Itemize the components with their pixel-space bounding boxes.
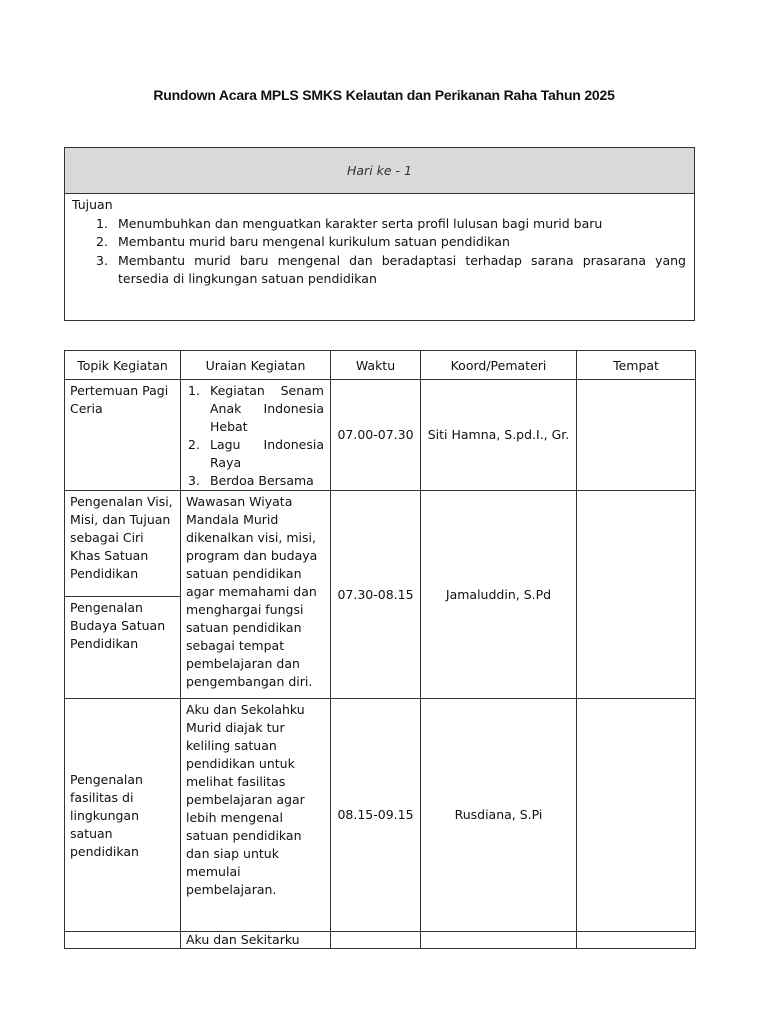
place-cell [577, 699, 696, 932]
description-cell: Aku dan Sekolahku Murid diajak tur keliling satuan pendidikan untuk melihat fasilitas pembelajaran agar lebih mengenal satuan pendidikan dan siap untuk memulai pembelajaran. [181, 699, 331, 932]
time-cell: 07.30-08.15 [331, 491, 421, 699]
goal-item: 3. Membantu murid baru mengenal dan beradaptasi terhadap sarana prasarana yang tersedia di lingkungan satuan pendidikan [96, 252, 686, 286]
coord-cell: Rusdiana, S.Pi [421, 699, 577, 932]
time-cell [331, 932, 421, 949]
goals-heading: Tujuan [72, 197, 113, 212]
goals-cell [65, 194, 695, 321]
goals-list [72, 215, 686, 289]
day-table [64, 147, 695, 321]
header-place: Tempat [577, 351, 696, 380]
place-cell [577, 491, 696, 699]
activity-item: 3. Berdoa Bersama [188, 473, 314, 488]
day-label: Hari ke - 1 [65, 148, 695, 194]
table-row [65, 699, 696, 932]
activities-list [186, 382, 324, 490]
table-row [65, 932, 696, 949]
coord-cell: Jamaluddin, S.Pd [421, 491, 577, 699]
table-header-row [65, 351, 696, 380]
activity-item: 1. Kegiatan Senam Anak Indonesia Hebat [188, 383, 324, 434]
time-cell: 08.15-09.15 [331, 699, 421, 932]
topic-cell [65, 932, 181, 949]
time-cell: 07.00-07.30 [331, 380, 421, 491]
topic-cell: Pengenalan fasilitas di lingkungan satuan pendidikan [65, 699, 181, 932]
header-description: Uraian Kegiatan [181, 351, 331, 380]
header-time: Waktu [331, 351, 421, 380]
topic-cell: Pertemuan Pagi Ceria [65, 380, 181, 491]
goal-item: 2. Membantu murid baru mengenal kurikulum satuan pendidikan [96, 234, 510, 249]
header-topic: Topik Kegiatan [65, 351, 181, 380]
description-cell: Aku dan Sekitarku [181, 932, 331, 949]
activity-item: 2. Lagu Indonesia Raya [188, 437, 324, 470]
goal-item: 1. Menumbuhkan dan menguatkan karakter serta profil lulusan bagi murid baru [96, 215, 603, 231]
topic-cell: Pengenalan Visi, Misi, dan Tujuan sebagai Ciri Khas Satuan Pendidikan [65, 491, 181, 597]
table-row [65, 380, 696, 491]
activities-cell [181, 380, 331, 491]
place-cell [577, 380, 696, 491]
place-cell [577, 932, 696, 949]
description-cell: Wawasan Wiyata Mandala Murid dikenalkan visi, misi, program dan budaya satuan pendidikan agar memahami dan menghargai fungsi satuan pendidikan sebagai tempat pembelajaran dan pengembangan diri. [181, 491, 331, 699]
table-row [65, 491, 696, 597]
coord-cell [421, 932, 577, 949]
topic-cell: Pengenalan Budaya Satuan Pendidikan [65, 597, 181, 699]
header-coord: Koord/Pemateri [421, 351, 577, 380]
coord-cell: Siti Hamna, S.pd.I., Gr. [421, 380, 577, 491]
schedule-table [64, 350, 696, 949]
document-title: Rundown Acara MPLS SMKS Kelautan dan Perikanan Raha Tahun 2025 [153, 87, 615, 103]
